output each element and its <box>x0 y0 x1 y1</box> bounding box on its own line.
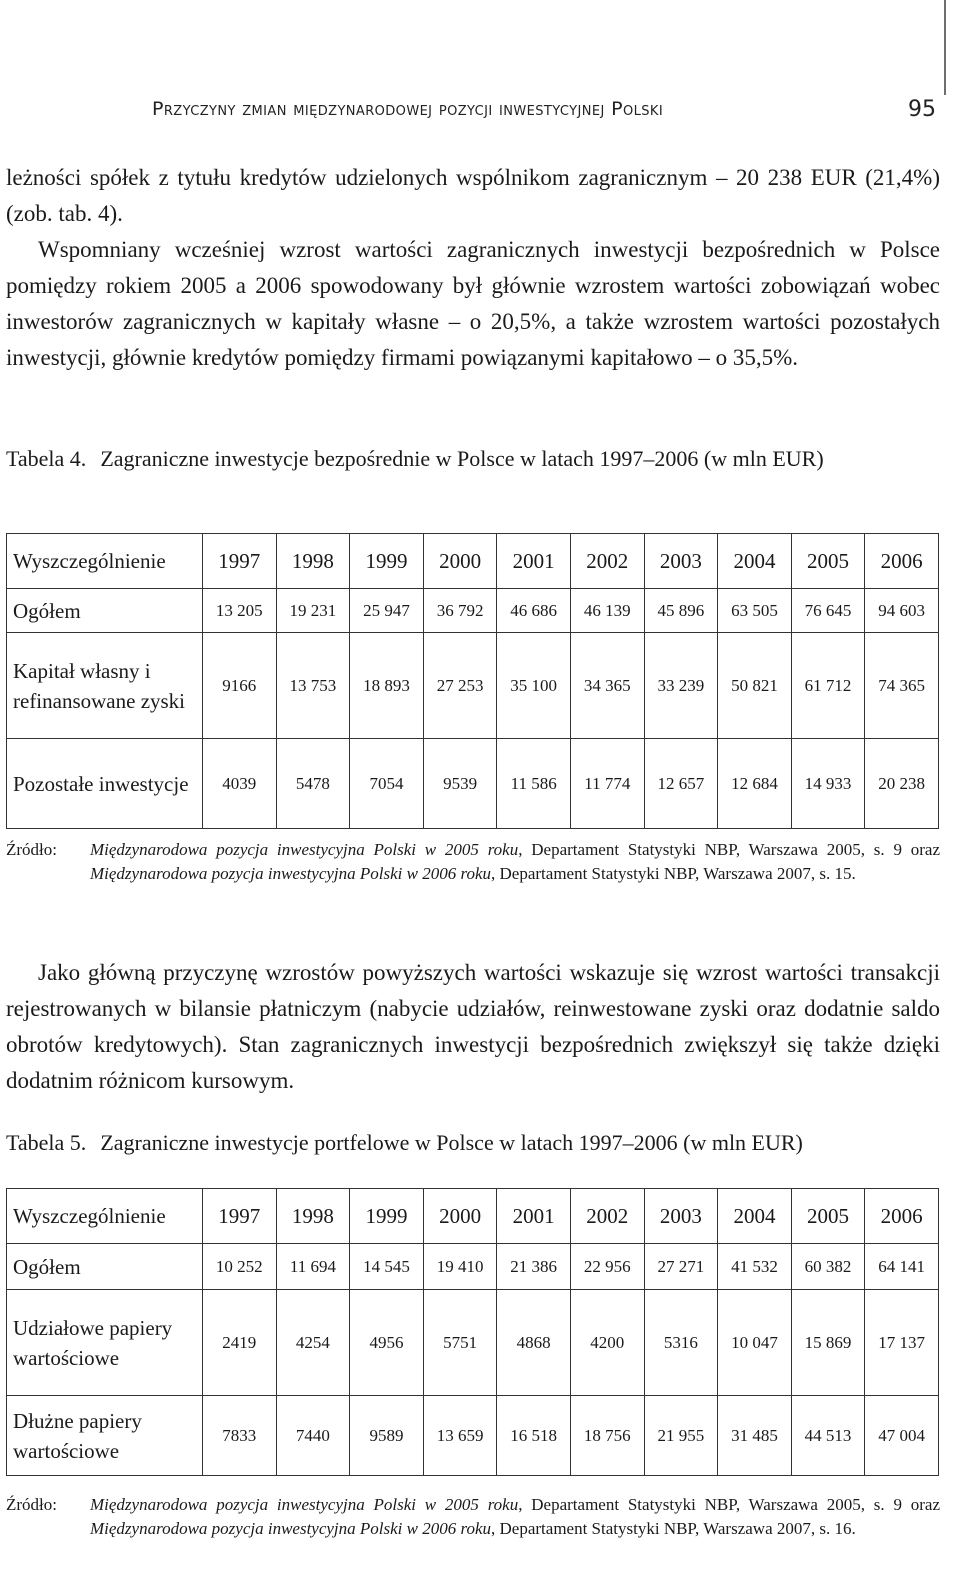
table5-row <box>7 1290 939 1396</box>
table4-header-cell: 2000 <box>423 534 497 589</box>
table5-header-cell: 2003 <box>644 1189 718 1244</box>
table4-cell: 45 896 <box>644 589 718 633</box>
table4-cell: 13 205 <box>203 589 277 633</box>
table4-header-cell: 2003 <box>644 534 718 589</box>
table4-row <box>7 589 939 633</box>
table5-cell: 7440 <box>276 1396 350 1476</box>
table5-cell: 31 485 <box>718 1396 792 1476</box>
table4-cell: 9539 <box>423 739 497 829</box>
table4-cell: 11 586 <box>497 739 571 829</box>
table5-header-cell: 2000 <box>423 1189 497 1244</box>
table4-cell: 14 933 <box>791 739 865 829</box>
table5-cell: 4868 <box>497 1290 571 1396</box>
table5-cell: 4200 <box>570 1290 644 1396</box>
table5-cell: 19 410 <box>423 1244 497 1290</box>
table5-cell: 2419 <box>203 1290 277 1396</box>
source-title-2005: Międzynarodowa pozycja inwestycyjna Polski w 2005 roku <box>90 840 519 859</box>
table4-cell: 74 365 <box>865 633 939 739</box>
table5-header-cell: 2002 <box>570 1189 644 1244</box>
table4-cell: 46 139 <box>570 589 644 633</box>
table4-cell: 36 792 <box>423 589 497 633</box>
table4-cell: 50 821 <box>718 633 792 739</box>
table5-cell: 47 004 <box>865 1396 939 1476</box>
table5-cell: 18 756 <box>570 1396 644 1476</box>
table5-row <box>7 1244 939 1290</box>
source-details-2006: , Departament Statystyki NBP, Warszawa 2007, s. 16. <box>491 1519 856 1538</box>
table4-cell: 7054 <box>350 739 424 829</box>
table5 <box>6 1188 939 1476</box>
table4-row-label: Pozostałe inwestycje <box>7 739 203 829</box>
table5-cell: 60 382 <box>791 1244 865 1290</box>
table5-row-label: Dłużne papiery wartościowe <box>7 1396 203 1476</box>
table5-cell: 10 252 <box>203 1244 277 1290</box>
paragraph-2: Wspomniany wcześniej wzrost wartości zagranicznych inwestycji bezpośrednich w Polsce pomiędzy rokiem 2005 a 2006 spowodowany był głównie wzrostem wartości zobowiązań wobec inwestorów zagranicznych w kapitały własne – o 20,5%, a także wzrostem wartości pozostałych inwestycji, głównie kredytów pomiędzy firmami powiązanymi kapitałowo – o 35,5%. <box>6 237 940 370</box>
table5-header-row <box>7 1189 939 1244</box>
table4-cell: 61 712 <box>791 633 865 739</box>
running-title: Przyczyny zmian międzynarodowej pozycji inwestycyjnej Polski <box>152 98 664 120</box>
table4-header-cell: Wyszczególnienie <box>7 534 203 589</box>
source-details-2006: , Departament Statystyki NBP, Warszawa 2007, s. 15. <box>491 864 856 883</box>
table5-header-cell: 2005 <box>791 1189 865 1244</box>
table4-caption-label: Tabela 4. <box>6 446 87 471</box>
page-number: 95 <box>908 97 936 122</box>
table5-cell: 7833 <box>203 1396 277 1476</box>
table5-caption-text: Zagraniczne inwestycje portfelowe w Polsce w latach 1997–2006 (w mln EUR) <box>100 1130 803 1155</box>
table4-cell: 27 253 <box>423 633 497 739</box>
source-details-2005: , Departament Statystyki NBP, Warszawa 2005, s. 9 oraz <box>518 840 940 859</box>
table4-cell: 12 684 <box>718 739 792 829</box>
table5-cell: 5316 <box>644 1290 718 1396</box>
table5-cell: 11 694 <box>276 1244 350 1290</box>
table4-cell: 5478 <box>276 739 350 829</box>
table4-cell: 18 893 <box>350 633 424 739</box>
table4-cell: 20 238 <box>865 739 939 829</box>
table4-caption <box>6 443 940 474</box>
table4-header-row <box>7 534 939 589</box>
table4-row <box>7 739 939 829</box>
source-title-2005: Międzynarodowa pozycja inwestycyjna Polski w 2005 roku <box>90 1495 519 1514</box>
table4-source-text <box>90 838 940 886</box>
table5-source <box>6 1493 940 1541</box>
table4-header-cell: 2005 <box>791 534 865 589</box>
table5-header-cell: 1997 <box>203 1189 277 1244</box>
table5-row-label: Udziałowe papiery wartościowe <box>7 1290 203 1396</box>
table5-cell: 5751 <box>423 1290 497 1396</box>
table5-source-label: Źródło: <box>6 1495 57 1514</box>
table5-cell: 9589 <box>350 1396 424 1476</box>
table5-row <box>7 1396 939 1476</box>
table5-cell: 44 513 <box>791 1396 865 1476</box>
source-title-2006: Międzynarodowa pozycja inwestycyjna Polski w 2006 roku <box>90 864 492 883</box>
table4-cell: 46 686 <box>497 589 571 633</box>
table4-source-label: Źródło: <box>6 840 57 859</box>
table4-cell: 11 774 <box>570 739 644 829</box>
table5-cell: 17 137 <box>865 1290 939 1396</box>
table4-row-label: Ogółem <box>7 589 203 633</box>
table4-cell: 12 657 <box>644 739 718 829</box>
table5-caption-label: Tabela 5. <box>6 1130 87 1155</box>
table5-caption <box>6 1127 940 1158</box>
table5-cell: 10 047 <box>718 1290 792 1396</box>
table4 <box>6 533 939 829</box>
table5-row-label: Ogółem <box>7 1244 203 1290</box>
paragraph-3: Jako główną przyczynę wzrostów powyższych wartości wskazuje się wzrost wartości transakcji rejestrowanych w bilansie płatniczym (nabycie udziałów, reinwestowane zyski oraz dodatnie saldo obrotów kredytowych). Stan zagranicznych inwestycji bezpośrednich zwiększył się także dzięki dodatnim różnicom kursowym. <box>6 960 940 1093</box>
table4-caption-text: Zagraniczne inwestycje bezpośrednie w Polsce w latach 1997–2006 (w mln EUR) <box>100 446 824 471</box>
table4-cell: 25 947 <box>350 589 424 633</box>
table4-cell: 94 603 <box>865 589 939 633</box>
table4-header-cell: 1998 <box>276 534 350 589</box>
table4-header-cell: 2004 <box>718 534 792 589</box>
table5-cell: 22 956 <box>570 1244 644 1290</box>
source-details-2005: , Departament Statystyki NBP, Warszawa 2005, s. 9 oraz <box>518 1495 940 1514</box>
table5-cell: 16 518 <box>497 1396 571 1476</box>
table5-cell: 41 532 <box>718 1244 792 1290</box>
table5-header-cell: Wyszczególnienie <box>7 1189 203 1244</box>
table4-header-cell: 2002 <box>570 534 644 589</box>
table5-header-cell: 1998 <box>276 1189 350 1244</box>
table5-cell: 21 386 <box>497 1244 571 1290</box>
table4-cell: 33 239 <box>644 633 718 739</box>
table4-cell: 63 505 <box>718 589 792 633</box>
table5-header-cell: 1999 <box>350 1189 424 1244</box>
table5-source-text <box>90 1493 940 1541</box>
table4-cell: 4039 <box>203 739 277 829</box>
table5-cell: 13 659 <box>423 1396 497 1476</box>
table4-cell: 19 231 <box>276 589 350 633</box>
table5-cell: 4254 <box>276 1290 350 1396</box>
table5-header-cell: 2006 <box>865 1189 939 1244</box>
paragraph-1: leżności spółek z tytułu kredytów udzielonych wspólnikom zagranicznym – 20 238 EUR (21,4%) (zob. tab. 4). <box>6 165 940 226</box>
table4-source <box>6 838 940 886</box>
page-edge-line <box>944 0 946 95</box>
table4-cell: 76 645 <box>791 589 865 633</box>
table5-cell: 14 545 <box>350 1244 424 1290</box>
table5-header-cell: 2004 <box>718 1189 792 1244</box>
source-title-2006: Międzynarodowa pozycja inwestycyjna Polski w 2006 roku <box>90 1519 492 1538</box>
table5-header-cell: 2001 <box>497 1189 571 1244</box>
table5-cell: 64 141 <box>865 1244 939 1290</box>
table4-row-label: Kapitał własny i refinansowane zyski <box>7 633 203 739</box>
table4-header-cell: 2001 <box>497 534 571 589</box>
table5-cell: 15 869 <box>791 1290 865 1396</box>
table4-cell: 9166 <box>203 633 277 739</box>
table4-cell: 13 753 <box>276 633 350 739</box>
table5-cell: 4956 <box>350 1290 424 1396</box>
table4-header-cell: 1997 <box>203 534 277 589</box>
table4-cell: 34 365 <box>570 633 644 739</box>
table4-header-cell: 2006 <box>865 534 939 589</box>
table5-cell: 27 271 <box>644 1244 718 1290</box>
table5-cell: 21 955 <box>644 1396 718 1476</box>
table4-header-cell: 1999 <box>350 534 424 589</box>
table4-row <box>7 633 939 739</box>
table4-cell: 35 100 <box>497 633 571 739</box>
